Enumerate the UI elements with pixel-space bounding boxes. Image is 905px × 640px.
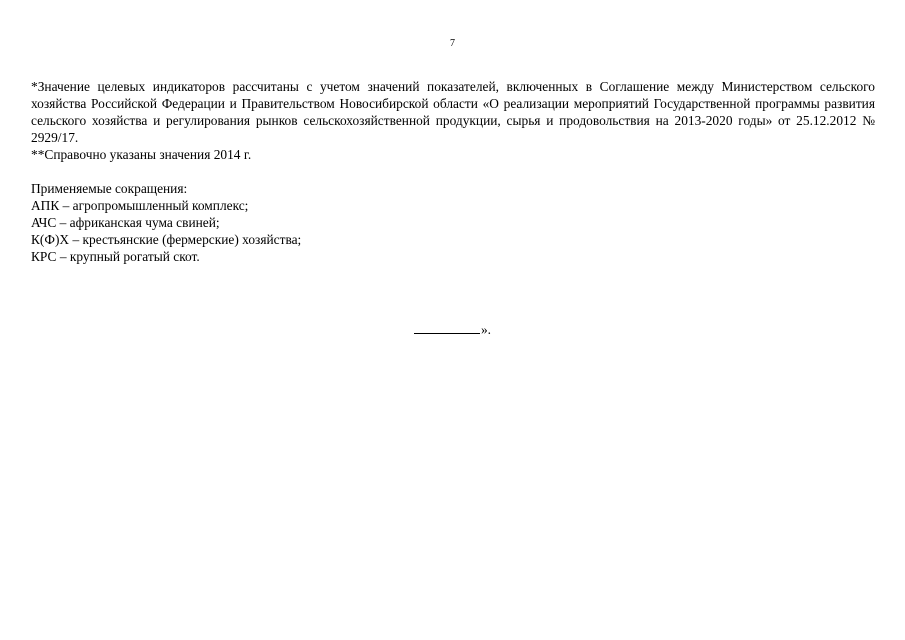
- abbreviation-item-kfkh: К(Ф)Х – крестьянские (фермерские) хозяйства;: [31, 232, 302, 247]
- abbreviation-item-apk: АПК – агропромышленный комплекс;: [31, 198, 249, 213]
- page-number: 7: [450, 38, 455, 49]
- abbreviations-title: Применяемые сокращения:: [31, 181, 188, 196]
- paragraph-spacer: [31, 163, 875, 180]
- closing-mark: [0, 321, 905, 338]
- footnote-target-indicators: *Значение целевых индикаторов рассчитаны с учетом значений показателей, включенных в Соглашение между Министерством сельского хозяйства Российской Федерации и Правительством Новосибирской области «О реализации мероприятий Государственной программы развития сельского хозяйства и регулирования рынков сельскохозяйственной продукции, сырья и продовольствия на 2013-2020 годы» от 25.12.2012 № 2929/17.: [31, 79, 875, 145]
- abbreviation-item-krs: КРС – крупный рогатый скот.: [31, 249, 200, 264]
- abbreviation-item-achs: АЧС – африканская чума свиней;: [31, 215, 220, 230]
- abbreviations-list: [31, 197, 875, 265]
- closing-underline: [414, 321, 480, 334]
- footnote-reference-values: **Справочно указаны значения 2014 г.: [31, 147, 252, 162]
- notes-section: [31, 78, 875, 265]
- closing-quote: ».: [480, 322, 492, 337]
